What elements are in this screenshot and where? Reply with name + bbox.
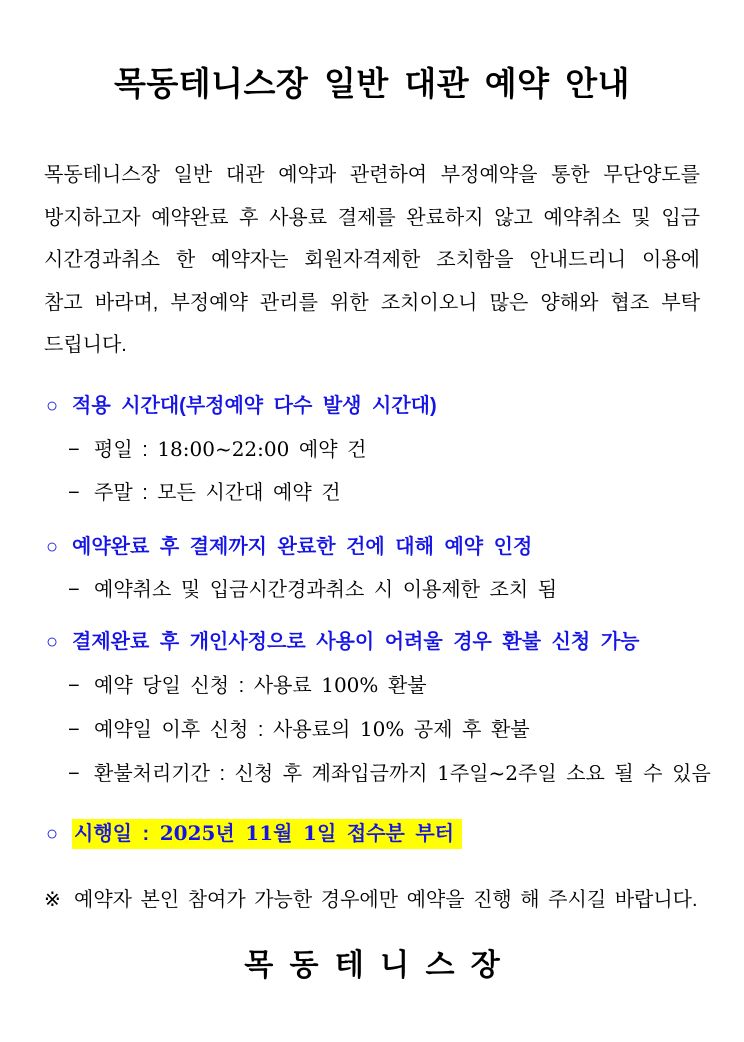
section-effective-date — [44, 812, 700, 856]
intro-line: 목동테니스장 일반 대관 예약과 관련하여 부정예약을 통한 무단양도를 — [44, 164, 700, 186]
section-refund-policy — [44, 621, 711, 796]
dash-marker: − — [68, 674, 80, 697]
circle-bullet-marker: ○ — [46, 394, 59, 417]
intro-line: 시간경과취소 한 예약자는 회원자격제한 조치함을 안내드리니 이용에 — [44, 249, 700, 271]
dash-marker: − — [68, 578, 80, 601]
page-title: 목동테니스장 일반 대관 예약 안내 — [114, 65, 630, 102]
section-reservation-recognition — [44, 526, 700, 612]
intro-line: 방지하고자 예약완료 후 사용료 결제를 완료하지 않고 예약취소 및 입금 — [44, 206, 700, 229]
section-heading: 적용 시간대(부정예약 다수 발생 시간대) — [72, 394, 437, 417]
list-item — [44, 472, 700, 515]
effective-date-highlight: 시행일 : 2025년 11월 1일 접수분 부터 — [72, 819, 462, 849]
section-heading-row — [44, 621, 700, 664]
dash-marker: − — [68, 438, 80, 461]
section-heading-row — [44, 526, 700, 569]
list-item — [44, 752, 711, 796]
list-item-text: 예약취소 및 입금시간경과취소 시 이용제한 조치 됨 — [94, 578, 558, 601]
circle-bullet-marker: ○ — [46, 535, 59, 558]
list-item — [44, 428, 700, 472]
circle-bullet-marker: ○ — [46, 630, 59, 653]
list-item-text: 예약일 이후 신청 : 사용료의 10% 공제 후 환불 — [94, 716, 530, 741]
section-applicable-times — [44, 385, 700, 515]
section-heading-row — [44, 385, 700, 428]
list-item-text: 예약 당일 신청 : 사용료 100% 환불 — [94, 672, 427, 697]
intro-paragraph — [44, 154, 700, 367]
organization-name: 목 동 테 니 스 장 — [244, 948, 500, 982]
list-item — [44, 569, 700, 612]
dash-marker: − — [68, 762, 80, 785]
footnote — [44, 879, 700, 922]
list-item — [44, 708, 700, 752]
reference-mark-icon: ※ — [44, 888, 61, 911]
circle-bullet-marker: ○ — [46, 822, 59, 845]
dash-marker: − — [68, 718, 80, 741]
footnote-text: 예약자 본인 참여가 가능한 경우에만 예약을 진행 해 주시길 바랍니다. — [74, 888, 698, 911]
section-heading-row — [44, 812, 700, 856]
section-heading: 예약완료 후 결제까지 완료한 건에 대해 예약 인정 — [72, 535, 533, 558]
list-item-text: 주말 : 모든 시간대 예약 건 — [94, 481, 341, 504]
intro-line: 드립니다. — [44, 334, 127, 356]
list-item — [44, 664, 700, 708]
sections-list — [44, 385, 711, 856]
list-item-text: 평일 : 18:00~22:00 예약 건 — [94, 436, 367, 461]
section-heading: 결제완료 후 개인사정으로 사용이 어려울 경우 환불 신청 가능 — [72, 630, 640, 653]
intro-line: 참고 바라며, 부정예약 관리를 위한 조치이오니 많은 양해와 협조 부탁 — [44, 291, 700, 314]
list-item-text: 환불처리기간 : 신청 후 계좌입금까지 1주일~2주일 소요 될 수 있음 — [94, 760, 711, 785]
dash-marker: − — [68, 481, 80, 504]
